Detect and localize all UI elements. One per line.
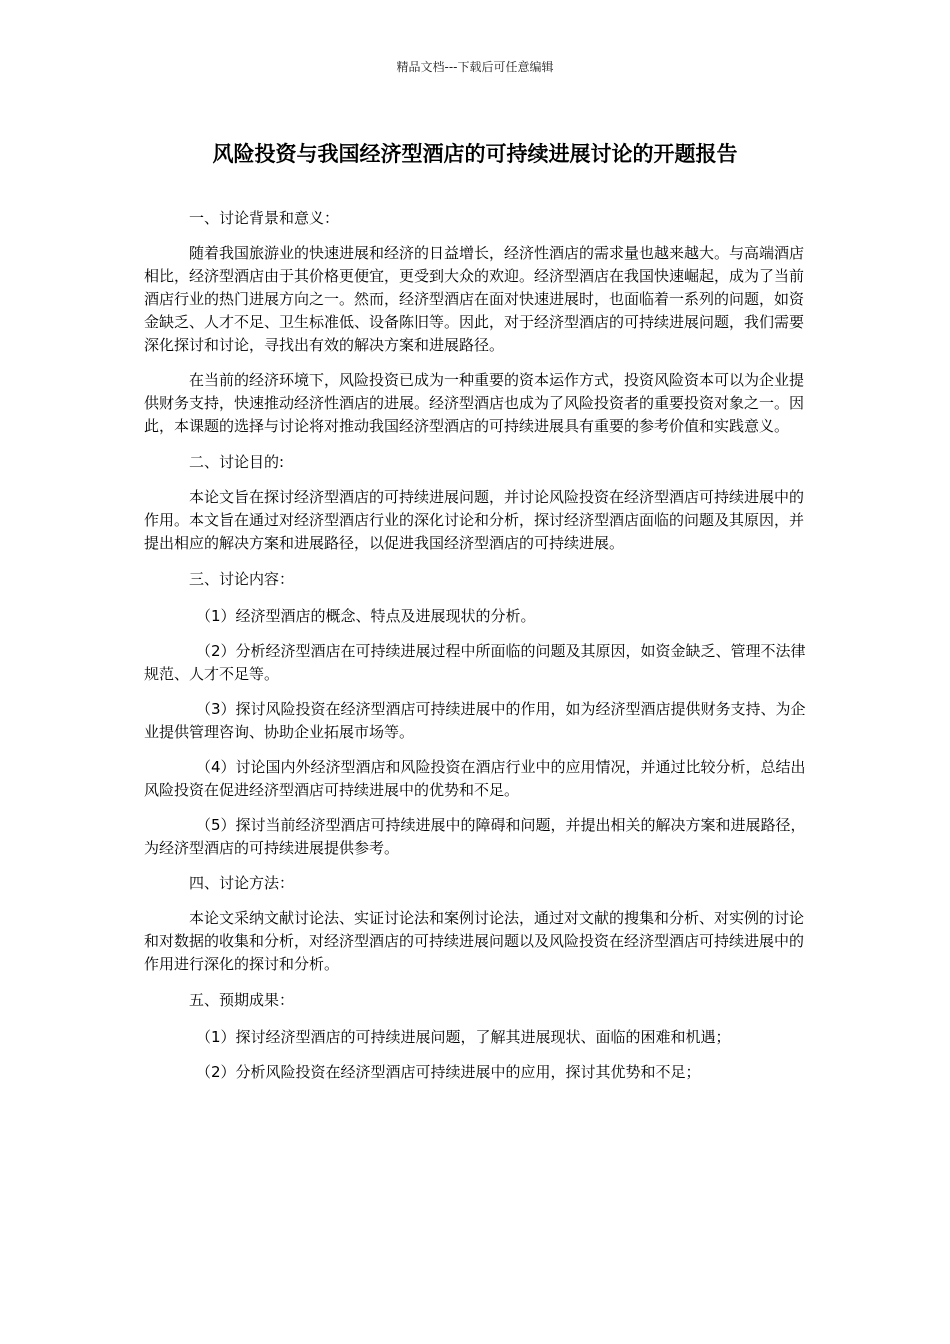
content-item-2: （2）分析经济型酒店在可持续进展过程中所面临的问题及其原因，如资金缺乏、管理不法律规范、人才不足等。 — [144, 642, 806, 683]
document-body — [144, 207, 809, 1084]
header-note: 精品文档---下载后可任意编辑 — [396, 60, 554, 74]
paragraph-purpose: 本论文旨在探讨经济型酒店的可持续进展问题，并讨论风险投资在经济型酒店可持续进展中的作用。本文旨在通过对经济型酒店行业的深化讨论和分析，探讨经济型酒店面临的问题及其原因，并提出相应的解决方案和进展路径，以促进我国经济型酒店的可持续进展。 — [144, 488, 805, 552]
paragraph-background-2: 在当前的经济环境下，风险投资已成为一种重要的资本运作方式，投资风险资本可以为企业提供财务支持，快速推动经济性酒店的进展。经济型酒店也成为了风险投资者的重要投资对象之一。因此，本课题的选择与讨论将对推动我国经济型酒店的可持续进展具有重要的参考价值和实践意义。 — [144, 371, 805, 435]
section-heading-outcomes: 五、预期成果： — [189, 991, 295, 1009]
content-item-1: （1）经济型酒店的概念、特点及进展现状的分析。 — [196, 607, 536, 625]
content-item-5: （5）探讨当前经济型酒店可持续进展中的障碍和问题，并提出相关的解决方案和进展路径，为经济型酒店的可持续进展提供参考。 — [144, 816, 806, 857]
section-heading-method: 四、讨论方法： — [189, 874, 295, 892]
outcome-item-2: （2）分析风险投资在经济型酒店可持续进展中的应用，探讨其优势和不足； — [196, 1063, 701, 1081]
content-item-4: （4）讨论国内外经济型酒店和风险投资在酒店行业中的应用情况，并通过比较分析，总结出风险投资在促进经济型酒店可持续进展中的优势和不足。 — [144, 758, 806, 799]
paragraph-method: 本论文采纳文献讨论法、实证讨论法和案例讨论法，通过对文献的搜集和分析、对实例的讨论和对数据的收集和分析，对经济型酒店的可持续进展问题以及风险投资在经济型酒店可持续进展中的作用进行深化的探讨和分析。 — [144, 909, 805, 973]
section-heading-background: 一、讨论背景和意义： — [189, 209, 340, 227]
document-title: 风险投资与我国经济型酒店的可持续进展讨论的开题报告 — [212, 142, 738, 166]
section-heading-content: 三、讨论内容： — [189, 570, 295, 588]
content-item-3: （3）探讨风险投资在经济型酒店可持续进展中的作用，如为经济型酒店提供财务支持、为企业提供管理咨询、协助企业拓展市场等。 — [144, 700, 806, 741]
paragraph-background-1: 随着我国旅游业的快速进展和经济的日益增长，经济性酒店的需求量也越来越大。与高端酒店相比，经济型酒店由于其价格更便宜，更受到大众的欢迎。经济型酒店在我国快速崛起，成为了当前酒店行业的热门进展方向之一。然而，经济型酒店在面对快速进展时，也面临着一系列的问题，如资金缺乏、人才不足、卫生标准低、设备陈旧等。因此，对于经济型酒店的可持续进展问题，我们需要深化探讨和讨论，寻找出有效的解决方案和进展路径。 — [144, 244, 805, 354]
outcome-item-1: （1）探讨经济型酒店的可持续进展问题，了解其进展现状、面临的困难和机遇； — [196, 1028, 731, 1046]
section-heading-purpose: 二、讨论目的: — [189, 453, 285, 471]
